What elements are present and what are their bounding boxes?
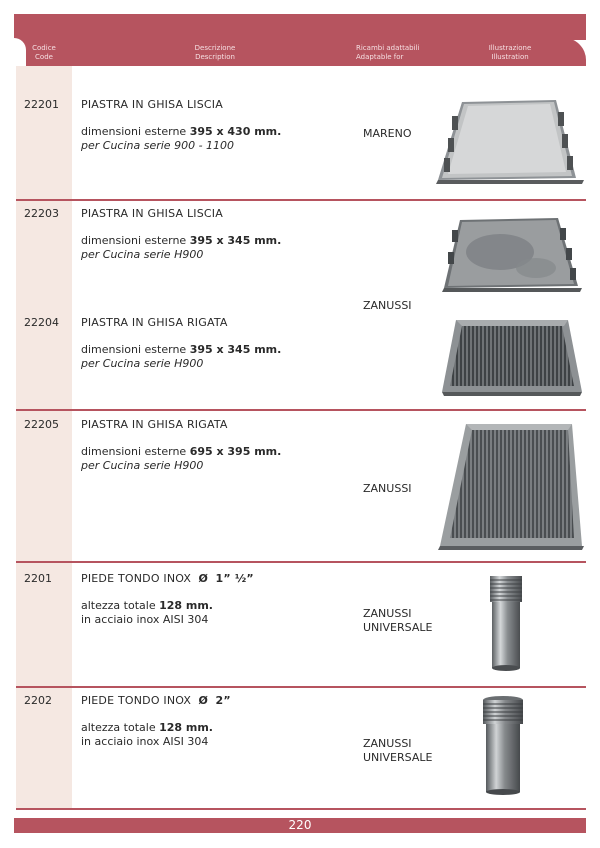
height-value: 128 mm. <box>159 721 213 734</box>
item-code: 22204 <box>24 316 59 329</box>
title-prefix: PIEDE TONDO INOX <box>81 694 192 707</box>
item-title: PIASTRA IN GHISA LISCIA <box>81 98 223 111</box>
dim-value: 395 x 430 mm. <box>189 125 282 138</box>
item-series: per Cucina serie H900 <box>81 357 204 370</box>
ribbed-griddle-plate-image <box>440 318 584 398</box>
header-code-en: Code <box>35 53 53 61</box>
item-title: PIASTRA IN GHISA RIGATA <box>81 316 228 329</box>
item-dimensions <box>81 125 281 138</box>
smooth-griddle-plate-image <box>440 216 584 294</box>
header-illustration <box>470 44 550 62</box>
item-code: 22203 <box>24 207 59 220</box>
dim-value: 395 x 345 mm. <box>189 234 282 247</box>
adaptable-brand: ZANUSSI <box>363 482 412 495</box>
row-separator <box>16 561 586 563</box>
dim-prefix: dimensioni esterne <box>81 125 190 138</box>
item-series: per Cucina serie H900 <box>81 459 204 472</box>
item-dimensions <box>81 445 281 458</box>
item-series: per Cucina serie H900 <box>81 248 204 261</box>
foot-size: 2” <box>215 694 231 707</box>
row-separator <box>16 808 586 810</box>
item-dimensions <box>81 343 281 356</box>
item-title <box>81 572 254 585</box>
item-dimensions <box>81 234 281 247</box>
header-code-it: Codice <box>32 44 56 52</box>
stainless-round-foot-image <box>484 572 528 672</box>
title-prefix: PIEDE TONDO INOX <box>81 572 192 585</box>
footer-band <box>14 818 586 833</box>
item-material: in acciaio inox AISI 304 <box>81 613 209 626</box>
adaptable-brands <box>363 737 432 765</box>
header-illus-en: Illustration <box>491 53 529 61</box>
height-prefix: altezza totale <box>81 721 160 734</box>
row-separator <box>16 199 586 201</box>
adaptable-brand: UNIVERSALE <box>363 621 433 634</box>
foot-size: 1” ½” <box>215 572 254 585</box>
stainless-round-foot-image <box>476 694 530 796</box>
header-description <box>150 44 280 62</box>
diameter-symbol: Ø <box>198 572 209 585</box>
height-prefix: altezza totale <box>81 599 160 612</box>
header-adapt-en: Adaptable for <box>356 53 404 61</box>
header-adapt-it: Ricambi adattabili <box>356 44 420 52</box>
adaptable-brand: ZANUSSI <box>363 737 412 750</box>
item-material: in acciaio inox AISI 304 <box>81 735 209 748</box>
adaptable-brand: ZANUSSI <box>363 299 412 312</box>
row-separator <box>16 686 586 688</box>
dim-prefix: dimensioni esterne <box>81 445 190 458</box>
item-code: 2202 <box>24 694 52 707</box>
header-band <box>14 14 586 40</box>
adaptable-brands <box>363 607 432 635</box>
header-desc-en: Description <box>195 53 235 61</box>
adaptable-brand: ZANUSSI <box>363 607 412 620</box>
header-desc-it: Descrizione <box>194 44 236 52</box>
dim-value: 695 x 395 mm. <box>189 445 282 458</box>
diameter-symbol: Ø <box>198 694 209 707</box>
item-title: PIASTRA IN GHISA LISCIA <box>81 207 223 220</box>
item-title <box>81 694 231 707</box>
item-series: per Cucina serie 900 - 1100 <box>81 139 235 152</box>
dim-prefix: dimensioni esterne <box>81 234 190 247</box>
dim-value: 395 x 345 mm. <box>189 343 282 356</box>
header-code <box>22 44 66 62</box>
header-illus-it: Illustrazione <box>488 44 532 52</box>
row-separator <box>16 409 586 411</box>
item-height <box>81 721 213 734</box>
header-notch-bg <box>0 38 14 66</box>
item-code: 22201 <box>24 98 59 111</box>
ribbed-griddle-plate-image <box>436 422 586 552</box>
item-title: PIASTRA IN GHISA RIGATA <box>81 418 228 431</box>
dim-prefix: dimensioni esterne <box>81 343 190 356</box>
smooth-griddle-plate-image <box>434 98 586 186</box>
item-code: 22205 <box>24 418 59 431</box>
page-number: 220 <box>288 818 312 832</box>
item-code: 2201 <box>24 572 52 585</box>
height-value: 128 mm. <box>159 599 213 612</box>
adaptable-brand: UNIVERSALE <box>363 751 433 764</box>
item-height <box>81 599 213 612</box>
header-adaptable <box>356 44 436 62</box>
adaptable-brand: MARENO <box>363 127 412 140</box>
